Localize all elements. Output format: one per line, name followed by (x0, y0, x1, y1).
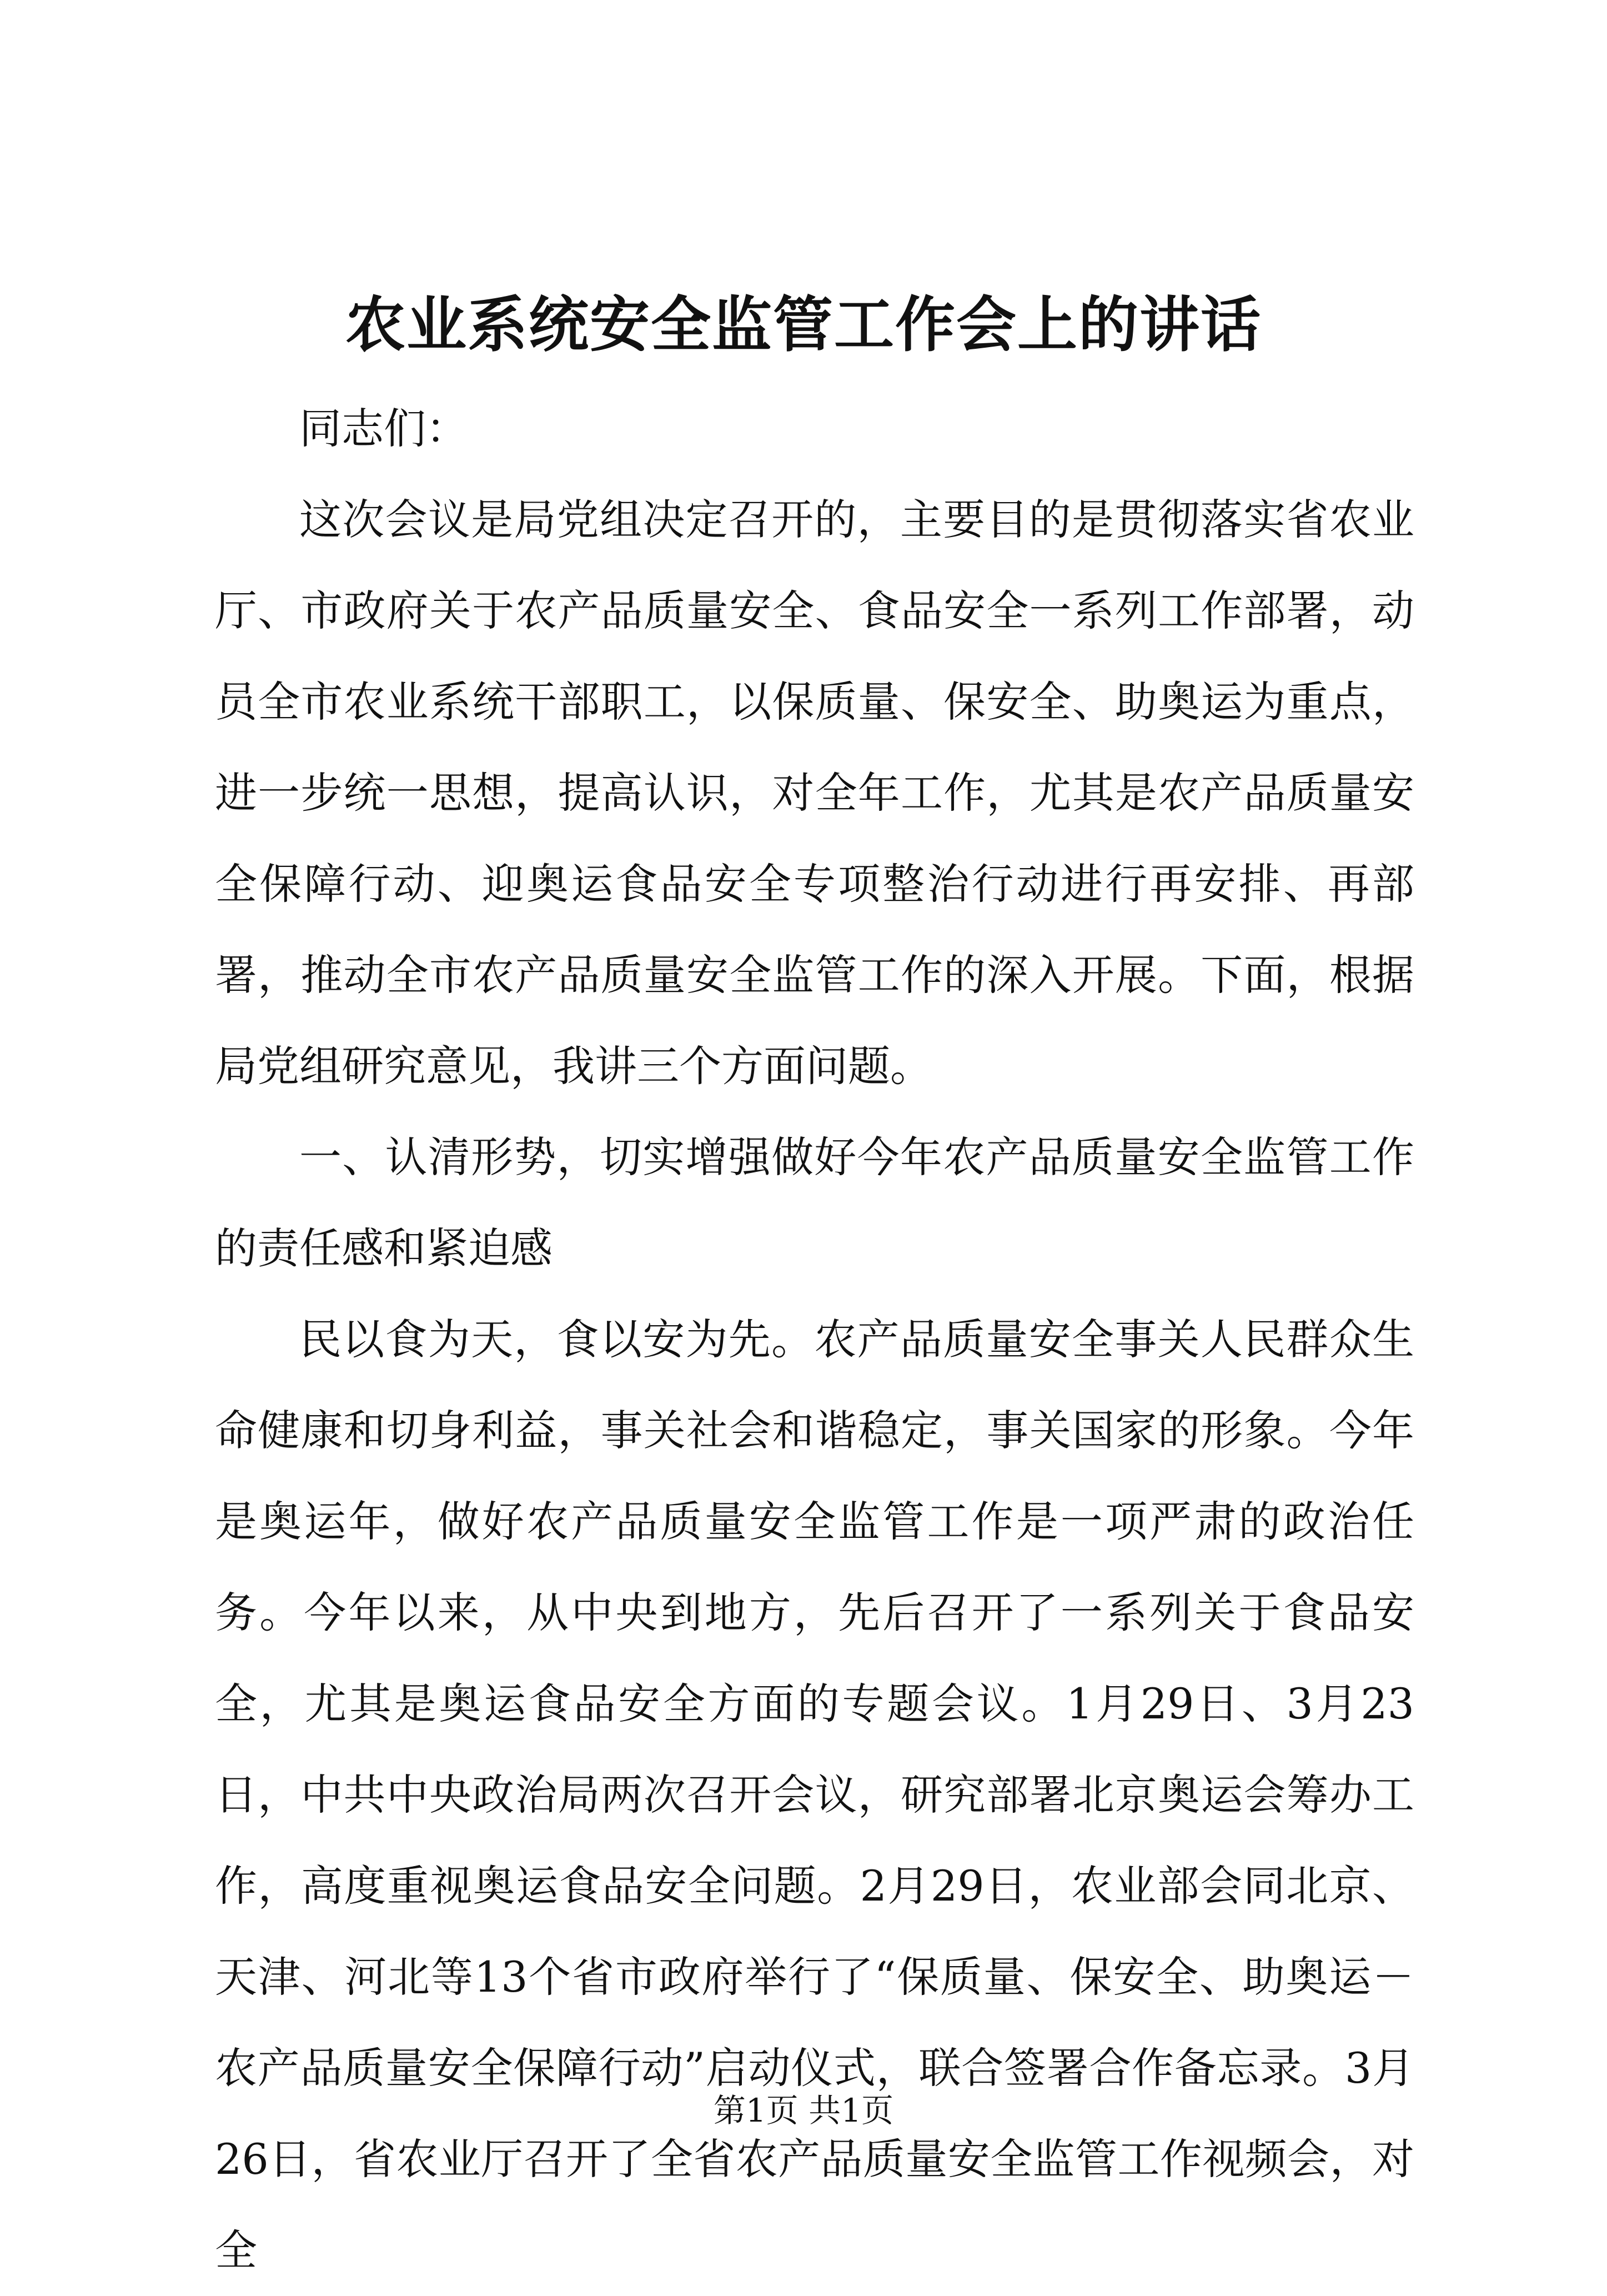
document-body (215, 383, 1414, 2296)
page-footer: 第1页 共1页 (713, 2092, 894, 2129)
document-title: 农业系统安全监管工作会上的讲话 (345, 290, 1262, 360)
section-heading-paragraph: 一、认清形势，切实增强做好今年农产品质量安全监管工作的责任感和紧迫感 (215, 1132, 1414, 1273)
body-paragraph: 民以食为天，食以安为先。农产品质量安全事关人民群众生命健康和切身利益，事关社会和谐稳定，事关国家的形象。今年是奥运年，做好农产品质量安全监管工作是一项严肃的政治任务。今年以来，从中央到地方，先后召开了一系列关于食品安全，尤其是奥运食品安全方面的专题会议。1月29日、3月23日，中共中央政治局两次召开会议，研究部署北京奥运会筹办工作，高度重视奥运食品安全问题。2月29日，农业部会同北京、天津、河北等13个省市政府举行了“保质量、保安全、助奥运－农产品质量安全保障行动”启动仪式，联合签署合作备忘录。3月26日，省农业厅召开了全省农产品质量安全监管工作视频会，对全 (215, 1315, 1414, 2275)
salutation-paragraph: 同志们： (299, 404, 468, 453)
body-paragraph: 这次会议是局党组决定召开的，主要目的是贯彻落实省农业厅、市政府关于农产品质量安全、食品安全一系列工作部署，动员全市农业系统干部职工，以保质量、保安全、助奥运为重点，进一步统一思想，提高认识，对全年工作，尤其是农产品质量安全保障行动、迎奥运食品安全专项整治行动进行再安排、再部署，推动全市农产品质量安全监管工作的深入开展。下面，根据局党组研究意见，我讲三个方面问题。 (215, 495, 1414, 1091)
